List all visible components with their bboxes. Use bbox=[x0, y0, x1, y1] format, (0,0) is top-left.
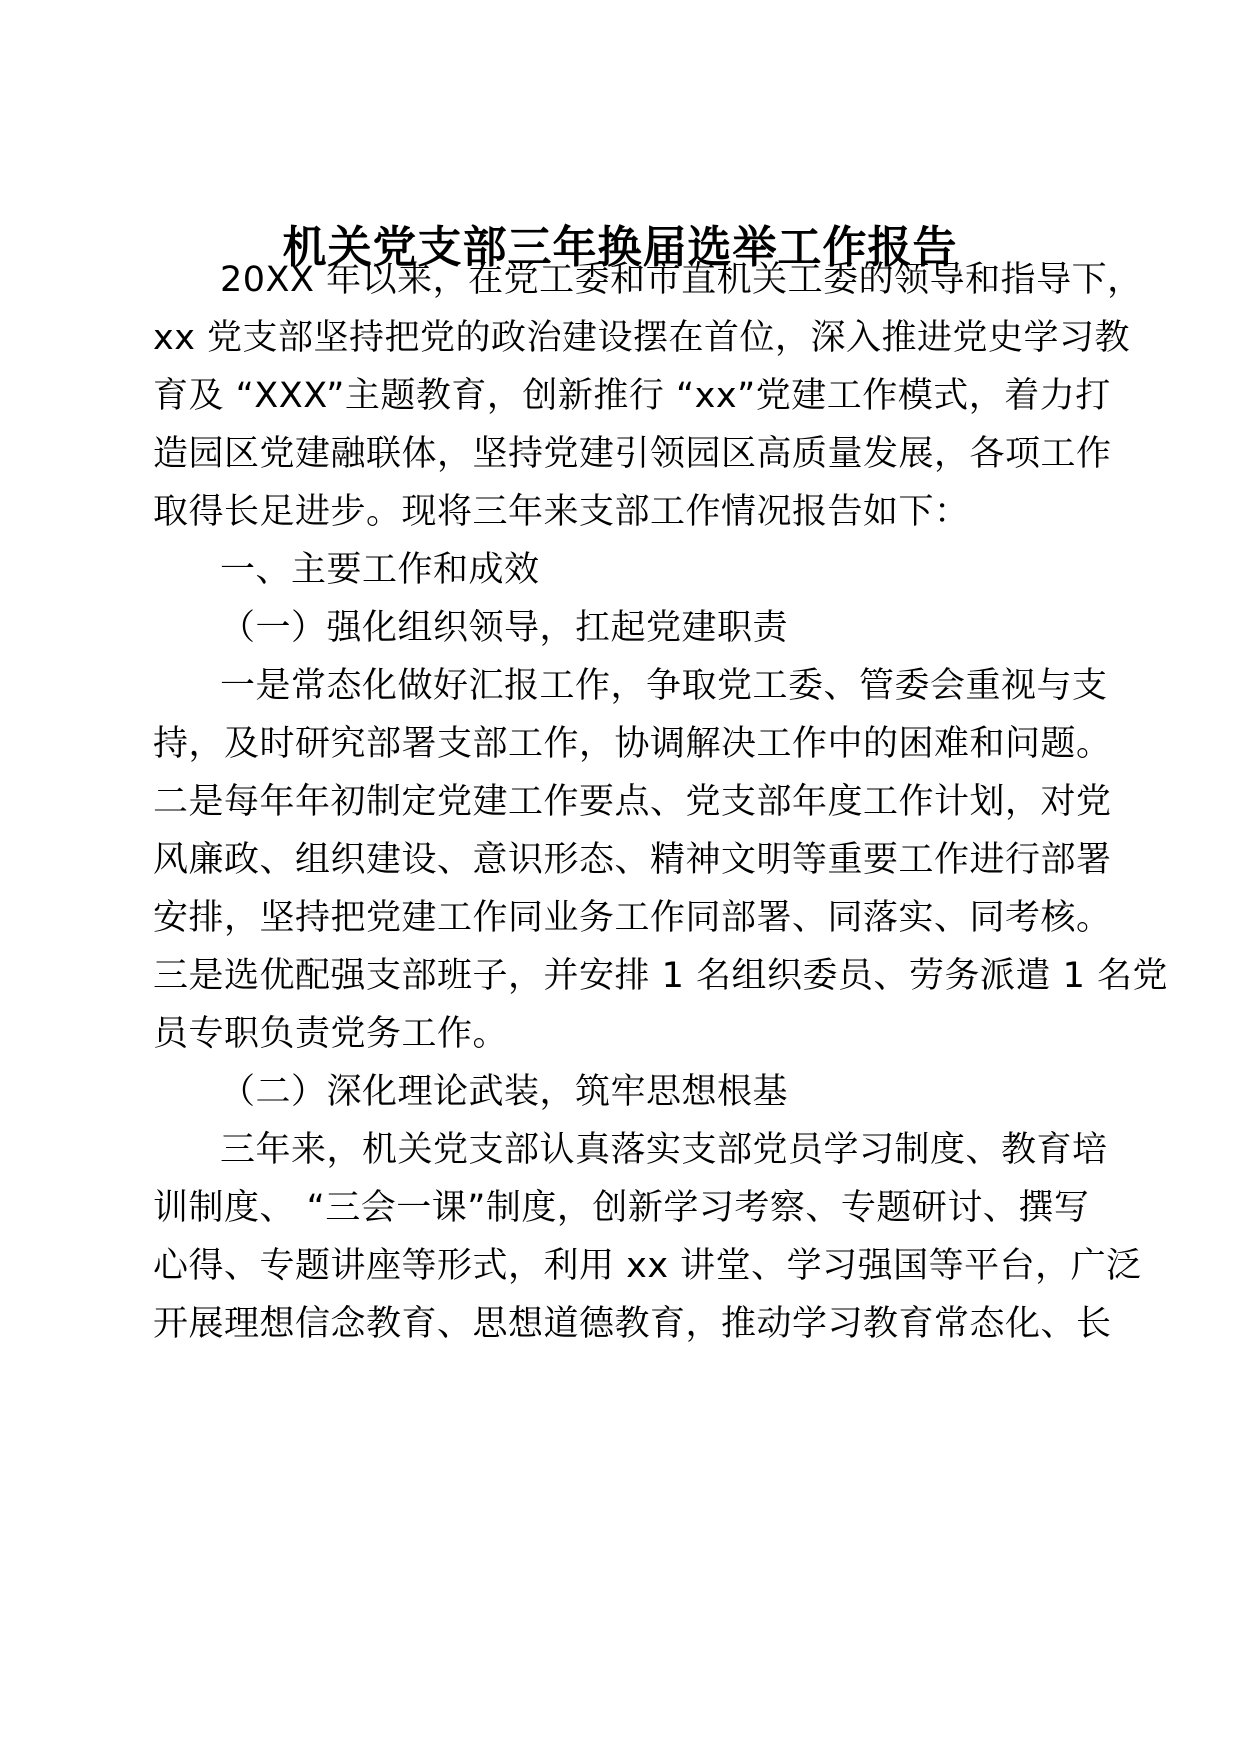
paragraph-line: 一是常态化做好汇报工作，争取党工委、管委会重视与支 bbox=[220, 666, 1108, 706]
paragraph-line: 三年来，机关党支部认真落实支部党员学习制度、教育培 bbox=[220, 1130, 1108, 1170]
subsection-heading: （二）深化理论武装，筑牢思想根基 bbox=[220, 1072, 789, 1112]
subsection-heading: （一）强化组织领导，扛起党建职责 bbox=[220, 608, 789, 648]
paragraph-line: 取得长足进步。现将三年来支部工作情况报告如下： bbox=[153, 492, 970, 532]
paragraph-line: 心得、专题讲座等形式，利用 xx 讲堂、学习强国等平台，广泛 bbox=[153, 1246, 1142, 1286]
paragraph-line: 二是每年年初制定党建工作要点、党支部年度工作计划，对党 bbox=[153, 782, 1112, 822]
section-heading: 一、主要工作和成效 bbox=[220, 550, 540, 590]
paragraph-line: 安排，坚持把党建工作同业务工作同部署、同落实、同考核。 bbox=[153, 898, 1112, 938]
paragraph-line: 持，及时研究部署支部工作，协调解决工作中的困难和问题。 bbox=[153, 724, 1112, 764]
paragraph-line: 20XX 年以来，在党工委和市直机关工委的领导和指导下， bbox=[220, 260, 1143, 300]
paragraph-line: 员专职负责党务工作。 bbox=[153, 1014, 509, 1054]
paragraph-line: xx 党支部坚持把党的政治建设摆在首位，深入推进党史学习教 bbox=[153, 318, 1131, 358]
paragraph-line: 开展理想信念教育、思想道德教育，推动学习教育常态化、长 bbox=[153, 1304, 1112, 1344]
paragraph-line: 育及 “XXX”主题教育，创新推行 “xx”党建工作模式，着力打 bbox=[153, 376, 1111, 416]
paragraph-line: 风廉政、组织建设、意识形态、精神文明等重要工作进行部署 bbox=[153, 840, 1112, 880]
paragraph-line: 训制度、 “三会一课”制度，创新学习考察、专题研讨、撰写 bbox=[153, 1188, 1090, 1228]
paragraph-line: 三是选优配强支部班子，并安排 1 名组织委员、劳务派遣 1 名党 bbox=[153, 956, 1169, 996]
document-title: 机关党支部三年换届选举工作报告 bbox=[282, 222, 958, 273]
paragraph-line: 造园区党建融联体，坚持党建引领园区高质量发展，各项工作 bbox=[153, 434, 1112, 474]
